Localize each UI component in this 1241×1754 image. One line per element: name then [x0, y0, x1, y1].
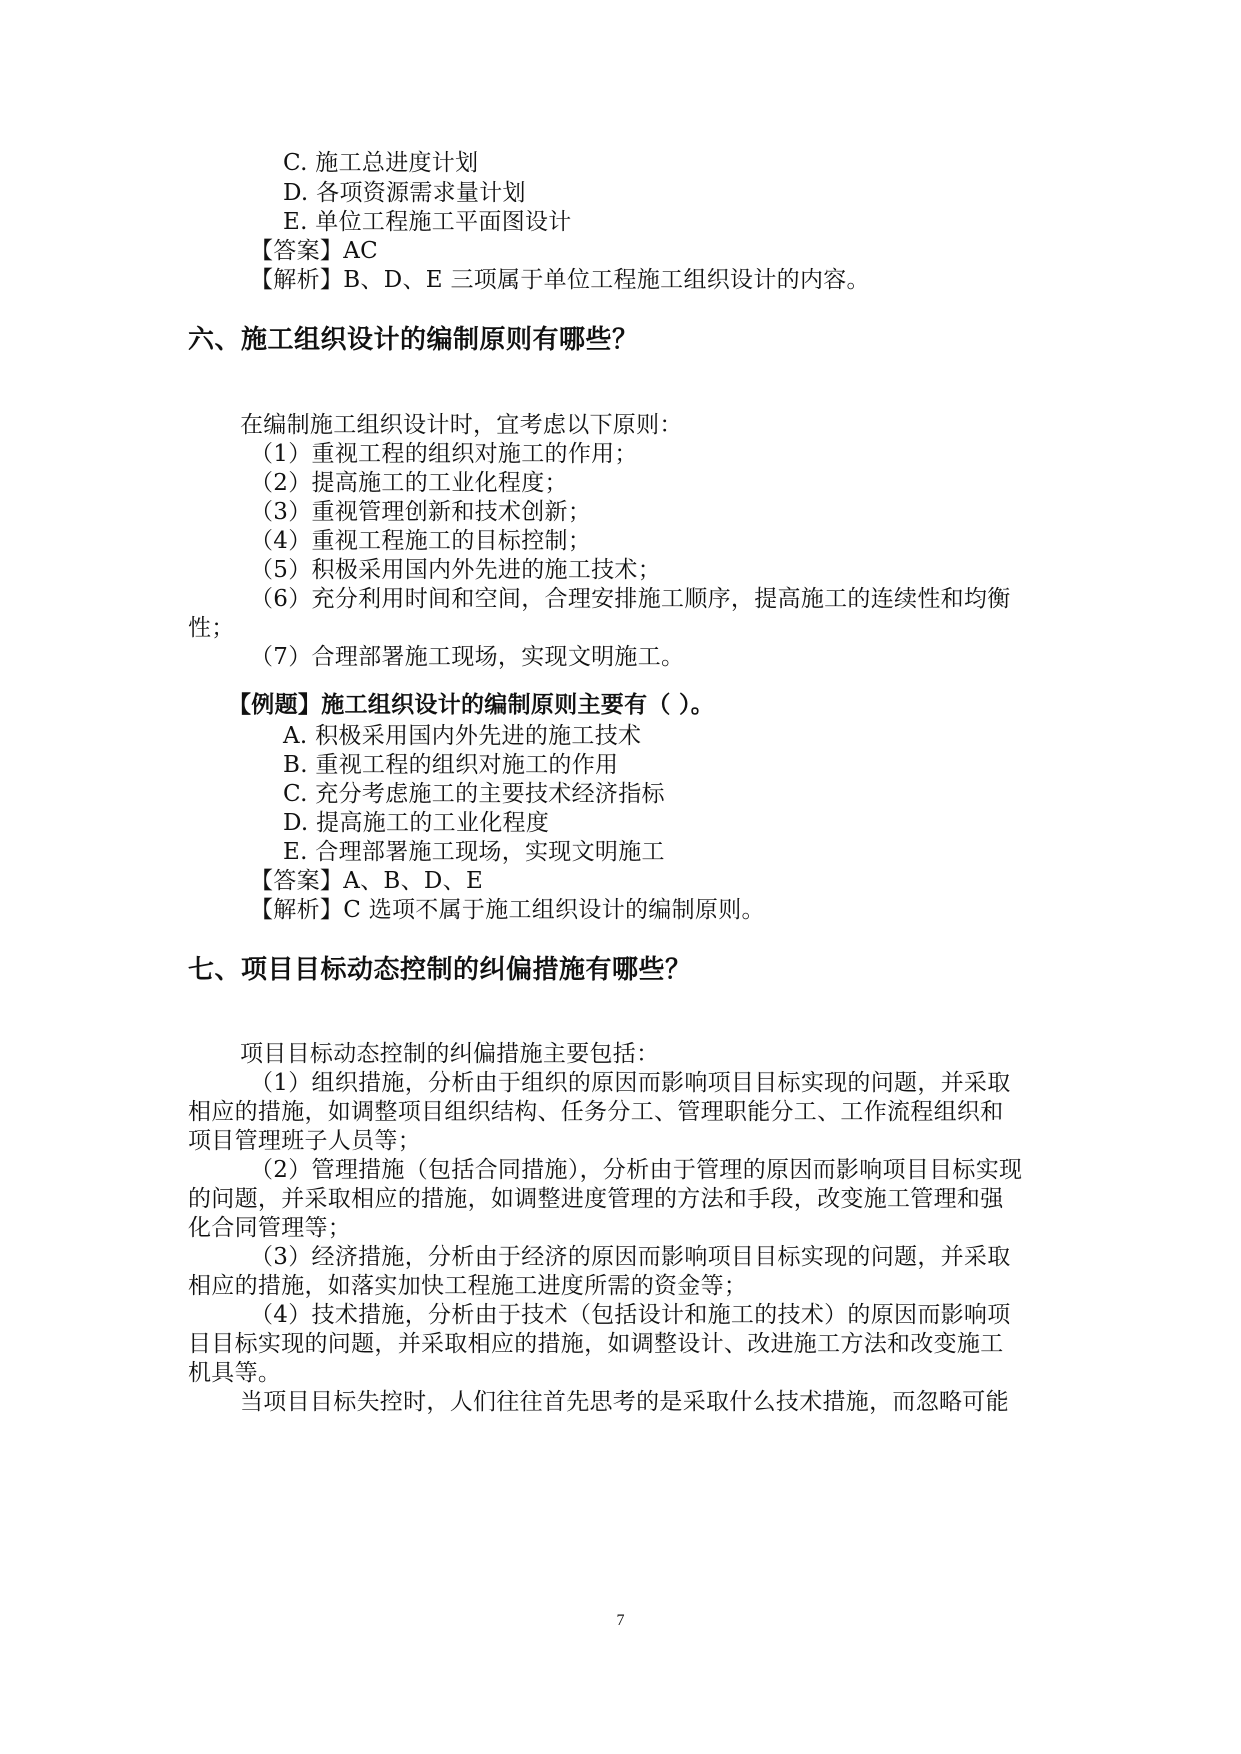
answer: 【答案】AC: [250, 238, 379, 264]
principle-item-continuation: 性；: [188, 615, 235, 641]
paragraph-intro: 在编制施工组织设计时，宜考虑以下原则：: [240, 412, 683, 438]
example-option-a: A. 积极采用国内外先进的施工技术: [283, 723, 642, 749]
principle-item: （5）积极采用国内外先进的施工技术；: [250, 557, 662, 583]
paragraph-line: （1）组织措施，分析由于组织的原因而影响项目目标实现的问题，并采取: [250, 1070, 1011, 1096]
example-option-e: E. 合理部署施工现场，实现文明施工: [283, 839, 665, 865]
paragraph-line: （2）管理措施（包括合同措施），分析由于管理的原因而影响项目目标实现: [250, 1157, 1023, 1183]
principle-item: （2）提高施工的工业化程度；: [250, 470, 568, 496]
option-c: C. 施工总进度计划: [283, 150, 479, 176]
paragraph-line: 化合同管理等；: [188, 1215, 352, 1241]
page-number: 7: [616, 1612, 625, 1629]
example-option-d: D. 提高施工的工业化程度: [283, 810, 550, 836]
option-e: E. 单位工程施工平面图设计: [283, 209, 572, 235]
principle-item: （6）充分利用时间和空间，合理安排施工顺序，提高施工的连续性和均衡: [250, 586, 1011, 612]
section-heading: 六、施工组织设计的编制原则有哪些？: [188, 325, 639, 355]
paragraph-line: 当项目目标失控时，人们往往首先思考的是采取什么技术措施，而忽略可能: [240, 1389, 1009, 1415]
section-heading: 七、项目目标动态控制的纠偏措施有哪些？: [188, 955, 692, 985]
paragraph-line: （4）技术措施，分析由于技术（包括设计和施工的技术）的原因而影响项: [250, 1302, 1011, 1328]
paragraph-line: 相应的措施，如调整项目组织结构、任务分工、管理职能分工、工作流程组织和: [188, 1099, 1004, 1125]
principle-item: （4）重视工程施工的目标控制；: [250, 528, 592, 554]
paragraph-line: 相应的措施，如落实加快工程施工进度所需的资金等；: [188, 1273, 748, 1299]
principle-item: （1）重视工程的组织对施工的作用；: [250, 441, 638, 467]
paragraph-line: 的问题，并采取相应的措施，如调整进度管理的方法和手段，改变施工管理和强: [188, 1186, 1004, 1212]
option-d: D. 各项资源需求量计划: [283, 180, 526, 206]
example-analysis: 【解析】C 选项不属于施工组织设计的编制原则。: [250, 897, 765, 923]
example-option-c: C. 充分考虑施工的主要技术经济指标: [283, 781, 665, 807]
principle-item: （3）重视管理创新和技术创新；: [250, 499, 592, 525]
paragraph-line: 机具等。: [188, 1360, 282, 1386]
paragraph-line: 项目管理班子人员等；: [188, 1128, 421, 1154]
example-answer: 【答案】A、B、D、E: [250, 868, 484, 894]
principle-item: （7）合理部署施工现场，实现文明施工。: [250, 644, 685, 670]
example-question: 【例题】施工组织设计的编制原则主要有（ ）。: [228, 692, 715, 718]
analysis: 【解析】B、D、E 三项属于单位工程施工组织设计的内容。: [250, 267, 870, 293]
example-option-b: B. 重视工程的组织对施工的作用: [283, 752, 619, 778]
paragraph-line: 目目标实现的问题，并采取相应的措施，如调整设计、改进施工方法和改变施工: [188, 1331, 1004, 1357]
paragraph-intro: 项目目标动态控制的纠偏措施主要包括：: [240, 1041, 660, 1067]
paragraph-line: （3）经济措施，分析由于经济的原因而影响项目目标实现的问题，并采取: [250, 1244, 1011, 1270]
